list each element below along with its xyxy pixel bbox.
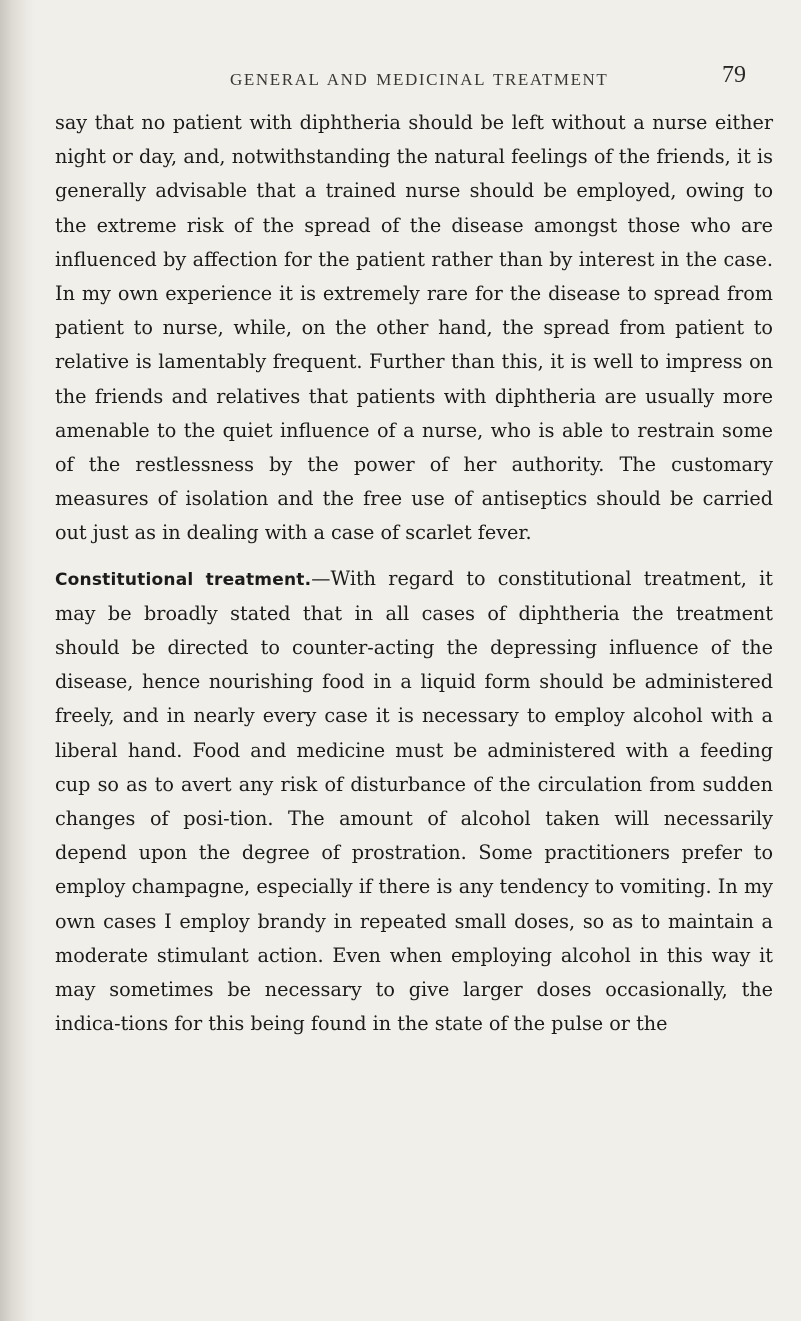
paragraph-1: say that no patient with diphtheria should be left without a nurse either night or day, and, notwithstanding the natural feelings of the friends, it is generally advisable that a trained nurse should be employed, owing to the extreme risk of the spread of the disease amongst those who are influenced by affection for the patient rather than by interest in the case. In my own experience it is extremely rare for the disease to spread from patient to nurse, while, on the other hand, the spread from patient to relative is lamentably frequent. Further than this, it is well to impress on the friends and relatives that patients with diphtheria are usually more amenable to the quiet influence of a nurse, who is able to restrain some of the restlessness by the power of her authority. The customary measures of isolation and the free use of antiseptics should be carried out just as in dealing with a case of scarlet fever.	[55, 111, 773, 545]
paragraph-2	[55, 562, 773, 1042]
section-heading-constitutional-treatment: Constitutional treatment.	[55, 569, 312, 590]
page-number: 79	[722, 62, 746, 88]
page-gutter-shadow	[0, 0, 36, 1321]
page-body	[55, 106, 773, 1041]
paragraph-2-text: —With regard to constitutional treatment, it may be broadly stated that in all cases of diphtheria the treatment should be directed to counter-acting the depressing influence of the disease, hence nourishing food in a liquid form should be administered freely, and in nearly every case it is necessary to employ alcohol with a liberal hand. Food and medicine must be administered with a feeding cup so as to avert any risk of disturbance of the circulation from sudden changes of posi-tion. The amount of alcohol taken will necessarily depend upon the degree of prostration. Some practitioners prefer to employ champagne, especially if there is any tendency to vomiting. In my own cases I employ brandy in repeated small doses, so as to maintain a moderate stimulant action. Even when employing alcohol in this way it may sometimes be necessary to give larger doses occasionally, the indica-tions for this being found in the state of the pulse or the	[55, 566, 773, 1036]
running-title: GENERAL AND MEDICINAL TREATMENT	[230, 70, 609, 89]
